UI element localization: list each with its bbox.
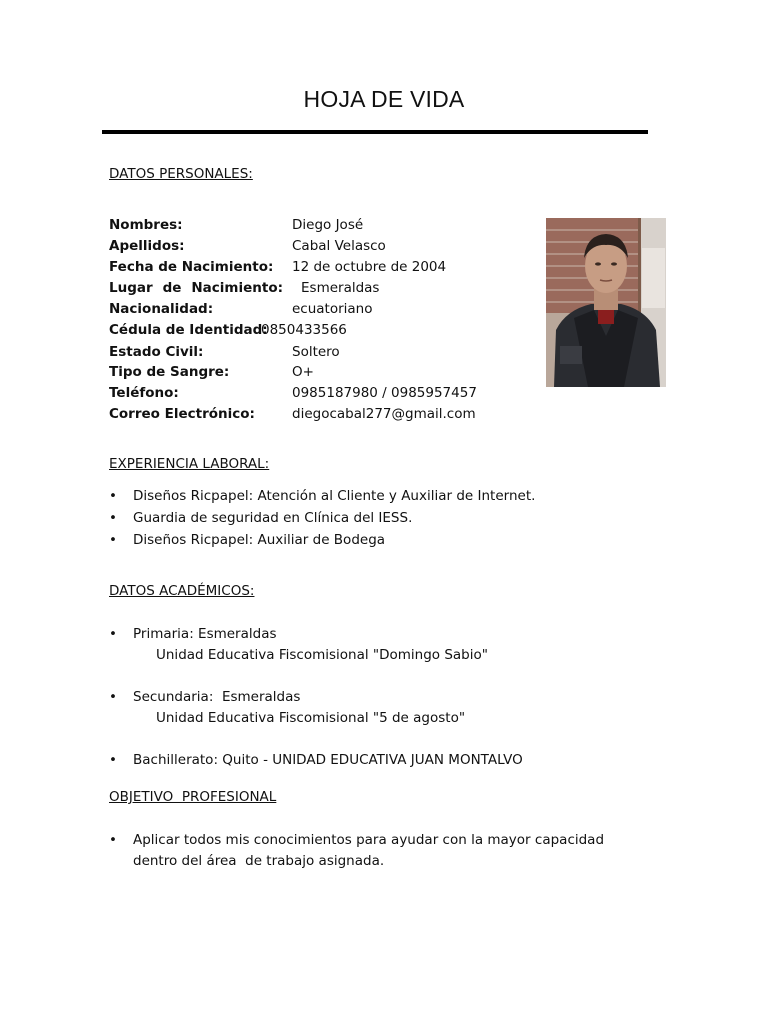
bullet-icon: •	[109, 752, 117, 768]
field-value-cedula: 0850433566	[261, 322, 347, 338]
field-label-nombres: Nombres:	[109, 217, 183, 233]
academic-institution: Unidad Educativa Fiscomisional "5 de agosto"	[156, 710, 466, 726]
objective-line: dentro del área de trabajo asignada.	[133, 853, 385, 869]
bullet-icon: •	[109, 510, 117, 526]
field-label-tipo-sangre: Tipo de Sangre:	[109, 364, 230, 380]
academic-data-heading: DATOS ACADÉMICOS:	[109, 583, 255, 599]
academic-institution: Unidad Educativa Fiscomisional "Domingo Sabio"	[156, 647, 488, 663]
field-value-tipo-sangre: O+	[292, 364, 314, 380]
academic-item: Bachillerato: Quito - UNIDAD EDUCATIVA JUAN MONTALVO	[133, 752, 523, 768]
experience-item: Diseños Ricpapel: Auxiliar de Bodega	[133, 532, 386, 548]
professional-objective-heading: OBJETIVO PROFESIONAL	[109, 789, 277, 805]
bullet-icon: •	[109, 488, 117, 504]
field-value-correo: diegocabal277@gmail.com	[292, 406, 476, 422]
field-value-fecha-nacimiento: 12 de octubre de 2004	[292, 259, 447, 275]
bullet-icon: •	[109, 689, 117, 705]
field-value-nombres: Diego José	[292, 217, 364, 233]
objective-line: Aplicar todos mis conocimientos para ayudar con la mayor capacidad	[133, 832, 605, 848]
personal-data-heading: DATOS PERSONALES:	[109, 166, 253, 182]
profile-photo	[546, 218, 666, 387]
academic-item: Secundaria: Esmeraldas	[133, 689, 301, 705]
field-value-apellidos: Cabal Velasco	[292, 238, 386, 254]
work-experience-heading: EXPERIENCIA LABORAL:	[109, 456, 270, 472]
field-value-estado-civil: Soltero	[292, 344, 340, 360]
field-value-nacionalidad: ecuatoriano	[292, 301, 373, 317]
document-title: HOJA DE VIDA	[303, 86, 465, 112]
field-label-fecha-nacimiento: Fecha de Nacimiento:	[109, 259, 274, 275]
field-label-telefono: Teléfono:	[109, 385, 179, 401]
field-label-nacionalidad: Nacionalidad:	[109, 301, 214, 317]
bullet-icon: •	[109, 532, 117, 548]
field-label-apellidos: Apellidos:	[109, 238, 185, 254]
field-label-lugar-nacimiento: Lugar de Nacimiento:	[109, 280, 283, 296]
field-value-telefono: 0985187980 / 0985957457	[292, 385, 477, 401]
field-label-estado-civil: Estado Civil:	[109, 344, 204, 360]
field-label-correo: Correo Electrónico:	[109, 406, 255, 422]
experience-item: Diseños Ricpapel: Atención al Cliente y Auxiliar de Internet.	[133, 488, 536, 504]
bullet-icon: •	[109, 832, 117, 848]
field-value-lugar-nacimiento: Esmeraldas	[301, 280, 380, 296]
bullet-icon: •	[109, 626, 117, 642]
field-label-cedula: Cédula de Identidad:	[109, 322, 268, 338]
academic-item: Primaria: Esmeraldas	[133, 626, 277, 642]
experience-item: Guardia de seguridad en Clínica del IESS.	[133, 510, 413, 526]
title-divider	[102, 130, 648, 134]
